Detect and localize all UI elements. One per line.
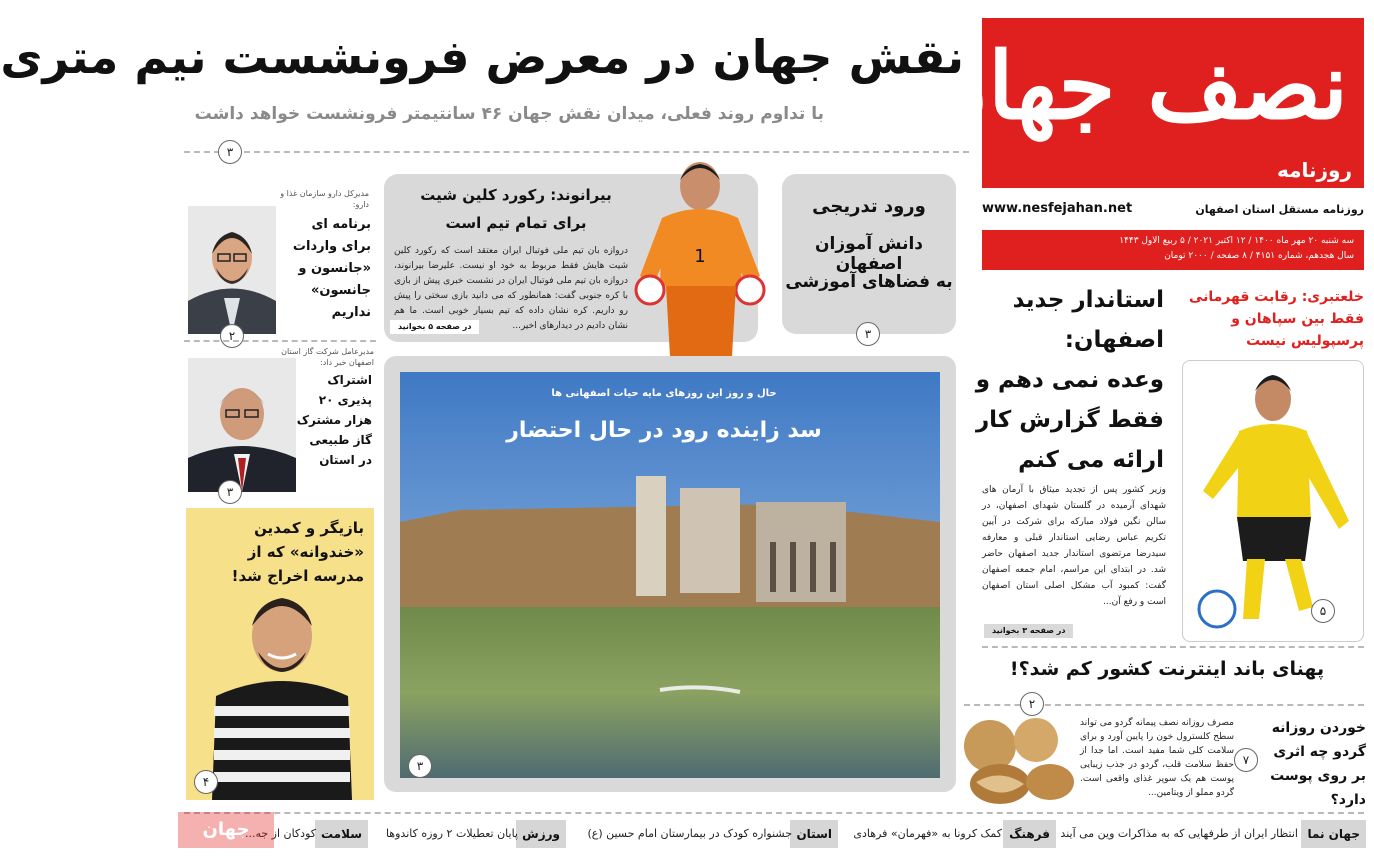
issue-line: سال هجدهم، شماره ۴۱۵۱ / ۸ صفحه / ۲۰۰۰ تومان <box>1164 251 1354 261</box>
watermark-logo: جهان <box>178 812 274 848</box>
column-item-role: مدیرعامل شرکت گاز استان اصفهان خبر داد: <box>281 347 374 367</box>
masthead-logo <box>920 18 1364 188</box>
ticker-text[interactable]: جشنواره کودک در بیمارستان امام حسین (ع) <box>587 827 792 840</box>
divider <box>982 646 1364 648</box>
date-banner <box>982 230 1364 270</box>
sport-photo-frame <box>1182 360 1364 642</box>
person-illustration <box>188 358 296 492</box>
continued-link[interactable]: در صفحه ۳ بخوانید <box>984 624 1073 638</box>
ticker-text[interactable]: انتظار ایران از طرفهایی که به مذاکرات وین می آیند <box>1060 827 1298 840</box>
logo-text: نصف جهان <box>920 32 1348 140</box>
page-number-badge: ۴ <box>194 770 218 794</box>
ticker-section[interactable]: استان <box>790 820 838 848</box>
page-number-badge: ۲ <box>220 324 244 348</box>
ticker-section[interactable]: فرهنگ <box>1003 820 1056 848</box>
walnut-illustration <box>956 712 1078 810</box>
person-illustration <box>188 206 276 334</box>
walnut-body: مصرف روزانه نصف پیمانه گردو می تواند سطح کلسترول خون را پایین آورد و برای سلامت کلی شما مفید است. اما جدا از حفظ سلامت قلب، گردو در جذب زیبایی پوست هم یک سوپر غذای واقعی است. گردو مملو از ویتامین... <box>1080 718 1234 798</box>
main-photo-frame[interactable] <box>384 356 956 792</box>
goalkeeper-illustration <box>632 156 766 356</box>
page-number-badge: ۵ <box>1311 599 1335 623</box>
column-item-title[interactable]: برنامه ای برای واردات «جانسون و جانسون» نداریم <box>292 217 371 320</box>
page-number-badge: ۳ <box>856 322 880 346</box>
footballer-illustration <box>1181 361 1363 643</box>
page-number-badge: ۷ <box>1234 748 1258 772</box>
page-number-badge: ۳ <box>218 480 242 504</box>
column-item-title[interactable]: اشتراک پذیری ۲۰ هزار مشترک گاز طبیعی در استان <box>296 373 372 467</box>
governor-headline[interactable] <box>974 280 1164 480</box>
ticker-text[interactable]: پایان تعطیلات ۲ روزه کاندوها <box>385 827 518 840</box>
main-photo-headline: سد زاینده رود در حال احتضار <box>506 418 822 443</box>
website-link[interactable]: www.nesfejahan.net <box>982 201 1133 216</box>
date-line: سه شنبه ۲۰ مهر ماه ۱۴۰۰ / ۱۲ اکتبر ۲۰۲۱ / ۵ ربیع الاول ۱۴۴۳ <box>1119 236 1354 246</box>
governor-title-line: استاندار جدید <box>1012 287 1164 313</box>
column-item-role: مدیرکل دارو سازمان غذا و دارو: <box>280 189 369 209</box>
beiranvand-body: دروازه بان تیم ملی فوتبال ایران معتقد است که رکورد کلین شیت هایش فقط مربوط به خود او نیست. علیرضا بیرانوند، دروازه بان تیم ملی فوتبال ایران در نشست خبری پیش از بازی با کره جنوبی گفت: همانطور که می دانید بازی سختی را پیش رو داریم. کره نشان داده که تیم بسیار خوبی است. ما هم نشان دادیم در دیدارهای اخیر... <box>394 246 628 331</box>
governor-title-line: اصفهان: <box>1064 327 1164 353</box>
governor-body: وزیر کشور پس از تجدید میثاق با آرمان های شهدای آرمیده در گلستان شهدای اصفهان، در سالن نگین فولاد مبارکه برای شرکت در آیین تکریم عباس رضایی استاندار قبلی و معارفه سیدرضا مرتضوی استاندار جدید اصفهان حاضر شد. در ابتدای این مراسم، امام جمعه اصفهان گفت: کمبود آب مشکل اصلی استان اصفهان است و رفع آن... <box>982 485 1166 607</box>
schools-title-line-2: دانش آموزان اصفهان <box>814 234 924 274</box>
divider <box>184 340 376 342</box>
governor-title-line: وعده نمی دهم و <box>975 367 1164 393</box>
governor-title-line: فقط گزارش کار <box>975 407 1164 433</box>
tagline: روزنامه مستقل استان اصفهان <box>1195 203 1364 216</box>
khandevaneh-title: بازیگر و کمدین «خندوانه» که از مدرسه اخراج شد! <box>231 519 364 585</box>
top-headline[interactable]: نقش جهان در معرض فرونشست نیم متری <box>0 30 964 84</box>
person-photo <box>188 206 276 334</box>
walnut-title[interactable]: خوردن روزانه گردو چه اثری بر روی پوست دارد؟ <box>1270 720 1366 808</box>
beiranvand-title-2: برای تمام تیم است <box>445 214 587 232</box>
ticker-section[interactable]: جهان نما <box>1301 820 1366 848</box>
schools-title-line-3: به فضاهای آموزشی <box>785 272 953 292</box>
schools-card[interactable] <box>782 174 956 341</box>
internet-headline[interactable]: پهنای باند اینترنت کشور کم شد؟! <box>1009 658 1325 680</box>
ticker-text[interactable]: کمک کرونا به «فهرمان» فرهادی <box>853 827 1002 840</box>
page-number-badge: ۳ <box>408 754 432 778</box>
main-photo-kicker: حال و روز این روزهای مایه حیات اصفهانی ها <box>551 388 777 399</box>
page-number-badge: ۲ <box>1020 692 1044 716</box>
continued-link[interactable]: در صفحه ۵ بخوانید <box>390 320 479 334</box>
ticker-section[interactable]: ورزش <box>516 820 566 848</box>
shirt-number: 1 <box>694 246 706 267</box>
governor-title-line: ارائه می کنم <box>1018 447 1164 473</box>
ticker-text[interactable]: کودکان از جه... <box>244 827 316 840</box>
schools-title-line-1: ورود تدریجی <box>812 196 926 217</box>
page-number-badge: ۳ <box>218 140 242 164</box>
logo-subtext: روزنامه <box>1277 158 1352 182</box>
top-subheadline: با تداوم روند فعلی، میدان نقش جهان ۴۶ سانتیمتر فرونشست خواهد داشت <box>194 104 824 124</box>
divider <box>184 151 969 153</box>
ticker-section[interactable]: سلامت <box>315 820 368 848</box>
comedian-illustration <box>202 566 362 800</box>
sport-title[interactable]: خلعتبری: رقابت قهرمانی فقط بین سپاهان و پرسپولیس نیست <box>1188 289 1364 349</box>
beiranvand-title-1: بیرانوند: رکورد کلین شیت <box>420 186 612 204</box>
khandevaneh-box[interactable] <box>186 508 374 800</box>
person-photo <box>188 358 296 492</box>
divider <box>184 812 1364 814</box>
